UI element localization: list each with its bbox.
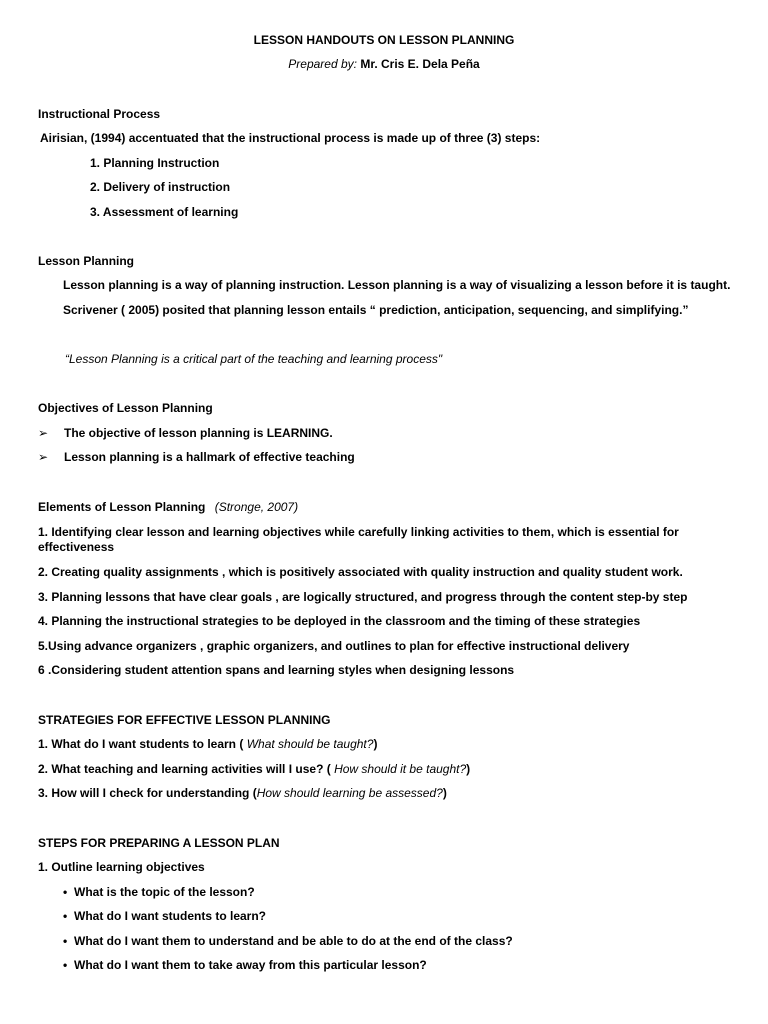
arrow-bullet-icon: ➢: [38, 426, 49, 440]
document-title: LESSON HANDOUTS ON LESSON PLANNING: [253, 33, 515, 47]
question-text: What is the topic of the lesson?: [74, 885, 255, 899]
process-step: 3. Assessment of learning: [90, 205, 239, 219]
strategy-question: 1. What do I want students to learn (: [38, 737, 247, 751]
prepared-by-name: Mr. Cris E. Dela Peña: [360, 57, 480, 71]
bullet-dot-icon: •: [63, 934, 68, 948]
strategy-item: [38, 737, 377, 752]
lesson-planning-heading: Lesson Planning: [38, 254, 135, 268]
bullet-dot-icon: •: [63, 958, 68, 972]
instructional-process-heading: Instructional Process: [38, 107, 161, 121]
element-item: 4. Planning the instructional strategies to be deployed in the classroom and the timing of these strategies: [38, 614, 641, 628]
strategy-close-paren: ): [373, 737, 378, 751]
process-step: 1. Planning Instruction: [90, 156, 220, 170]
strategy-item: [38, 786, 447, 801]
strategy-guiding-question: How should learning be assessed?: [256, 786, 443, 800]
bullet-dot-icon: •: [63, 885, 68, 899]
steps-heading: STEPS FOR PREPARING A LESSON PLAN: [38, 836, 280, 850]
strategy-close-paren: ): [466, 762, 471, 776]
process-step: 2. Delivery of instruction: [90, 180, 231, 194]
element-item: 1. Identifying clear lesson and learning objectives while carefully linking activities to them, which is essential for effectiveness: [38, 525, 679, 554]
prepared-by: [0, 57, 768, 72]
objective-text: Lesson planning is a hallmark of effective teaching: [64, 450, 355, 464]
strategies-heading: STRATEGIES FOR EFFECTIVE LESSON PLANNING: [38, 713, 331, 727]
instructional-process-intro: Airisian, (1994) accentuated that the instructional process is made up of three (3) steps:: [40, 131, 541, 145]
element-item: 6 .Considering student attention spans and learning styles when designing lessons: [38, 663, 515, 677]
elements-heading-line: [38, 500, 298, 515]
strategy-question: 2. What teaching and learning activities will I use? (: [38, 762, 335, 776]
question-text: What do I want them to understand and be able to do at the end of the class?: [74, 934, 513, 948]
lesson-planning-quote: “Lesson Planning is a critical part of the teaching and learning process": [65, 352, 443, 366]
elements-citation: (Stronge, 2007): [214, 500, 299, 514]
objective-text: The objective of lesson planning is LEARNING.: [64, 426, 333, 440]
strategy-item: [38, 762, 470, 777]
lesson-planning-paragraph: Scrivener ( 2005) posited that planning lesson entails “ prediction, anticipation, sequencing, and simplifying.”: [63, 303, 689, 317]
objectives-heading: Objectives of Lesson Planning: [38, 401, 213, 415]
prepared-by-label: Prepared by:: [288, 57, 357, 71]
lesson-planning-paragraph: Lesson planning is a way of planning instruction. Lesson planning is a way of visualizing a lesson before it is taught.: [63, 278, 731, 292]
strategy-guiding-question: How should it be taught?: [334, 762, 467, 776]
elements-heading: Elements of Lesson Planning: [38, 500, 206, 514]
step-item: 1. Outline learning objectives: [38, 860, 205, 874]
strategy-question: 3. How will I check for understanding (: [38, 786, 257, 800]
question-text: What do I want students to learn?: [74, 909, 266, 923]
element-item: 3. Planning lessons that have clear goals , are logically structured, and progress through the content step-by step: [38, 590, 688, 604]
question-text: What do I want them to take away from this particular lesson?: [74, 958, 427, 972]
element-item: 2. Creating quality assignments , which is positively associated with quality instruction and quality student work.: [38, 565, 683, 579]
arrow-bullet-icon: ➢: [38, 450, 49, 464]
strategy-guiding-question: What should be taught?: [246, 737, 374, 751]
bullet-dot-icon: •: [63, 909, 68, 923]
strategy-close-paren: ): [442, 786, 447, 800]
element-item: 5.Using advance organizers , graphic organizers, and outlines to plan for effective instructional delivery: [38, 639, 630, 653]
